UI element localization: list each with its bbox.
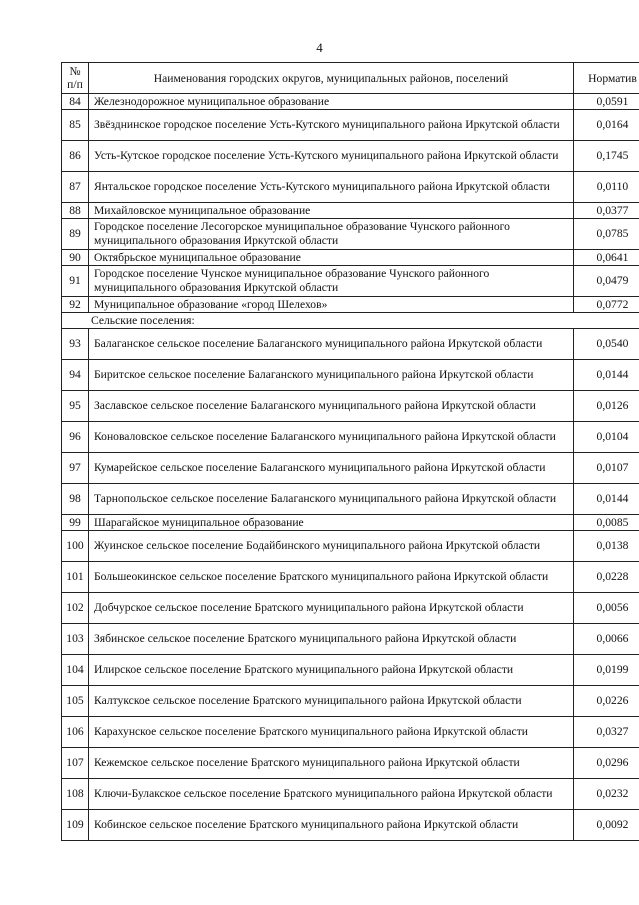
row-number: 98 [62,484,89,515]
row-norm: 0,0126 [574,391,639,422]
table-row [62,94,639,110]
row-name: Тарнопольское сельское поселение Балаганского муниципального района Иркутской области [89,484,574,515]
row-norm: 0,0377 [574,203,639,219]
table-row [62,250,639,266]
row-number: 101 [62,562,89,593]
table-row [62,453,639,484]
table-row [62,266,639,297]
row-name: Биритское сельское поселение Балаганского муниципального района Иркутской области [89,360,574,391]
row-number: 100 [62,531,89,562]
row-norm: 0,0785 [574,219,639,250]
row-norm: 0,0327 [574,717,639,748]
row-number: 108 [62,779,89,810]
table-row [62,717,639,748]
row-name: Кумарейское сельское поселение Балаганского муниципального района Иркутской области [89,453,574,484]
row-name: Большеокинское сельское поселение Братского муниципального района Иркутской области [89,562,574,593]
row-number: 96 [62,422,89,453]
table-row [62,779,639,810]
table-row [62,360,639,391]
row-norm: 0,0199 [574,655,639,686]
row-name: Балаганское сельское поселение Балаганского муниципального района Иркутской области [89,329,574,360]
row-number: 92 [62,297,89,313]
row-number: 84 [62,94,89,110]
row-name: Ключи-Булакское сельское поселение Братского муниципального района Иркутской области [89,779,574,810]
row-name: Коноваловское сельское поселение Балаганского муниципального района Иркутской области [89,422,574,453]
row-name: Михайловское муниципальное образование [89,203,574,219]
table-row [62,562,639,593]
header-num: № п/п [62,63,89,94]
table-body-rural [62,329,639,841]
row-number: 99 [62,515,89,531]
row-name: Добчурское сельское поселение Братского муниципального района Иркутской области [89,593,574,624]
row-number: 104 [62,655,89,686]
section-label: Сельские поселения: [62,313,639,329]
table-row [62,391,639,422]
row-norm: 0,0085 [574,515,639,531]
row-name: Кежемское сельское поселение Братского муниципального района Иркутской области [89,748,574,779]
row-norm: 0,0232 [574,779,639,810]
row-number: 94 [62,360,89,391]
table-row [62,172,639,203]
row-norm: 0,1745 [574,141,639,172]
row-name: Звёзднинское городское поселение Усть-Кутского муниципального района Иркутской области [89,110,574,141]
row-name: Янтальское городское поселение Усть-Кутского муниципального района Иркутской области [89,172,574,203]
row-name: Кобинское сельское поселение Братского муниципального района Иркутской области [89,810,574,841]
table-row [62,297,639,313]
row-norm: 0,0591 [574,94,639,110]
row-number: 105 [62,686,89,717]
table-row [62,515,639,531]
row-name: Городское поселение Лесогорское муниципальное образование Чунского районного муниципального образования Иркутской области [89,219,574,250]
table-row [62,484,639,515]
header-name: Наименования городских округов, муниципальных районов, поселений [89,63,574,94]
table-row [62,624,639,655]
table-row [62,219,639,250]
header-norm: Норматив [574,63,639,94]
table-row [62,531,639,562]
row-name: Октябрьское муниципальное образование [89,250,574,266]
table-row [62,686,639,717]
row-name: Карахунское сельское поселение Братского муниципального района Иркутской области [89,717,574,748]
row-norm: 0,0104 [574,422,639,453]
row-norm: 0,0479 [574,266,639,297]
table-body-urban [62,94,639,313]
table-row [62,748,639,779]
row-number: 85 [62,110,89,141]
table-row [62,203,639,219]
row-number: 91 [62,266,89,297]
page-number: 4 [316,40,323,55]
row-name: Шарагайское муниципальное образование [89,515,574,531]
row-norm: 0,0056 [574,593,639,624]
row-number: 93 [62,329,89,360]
row-number: 103 [62,624,89,655]
row-name: Усть-Кутское городское поселение Усть-Кутского муниципального района Иркутской области [89,141,574,172]
row-norm: 0,0092 [574,810,639,841]
row-norm: 0,0138 [574,531,639,562]
row-norm: 0,0540 [574,329,639,360]
table-row [62,141,639,172]
table-row [62,110,639,141]
row-norm: 0,0107 [574,453,639,484]
row-norm: 0,0296 [574,748,639,779]
row-norm: 0,0144 [574,360,639,391]
row-number: 107 [62,748,89,779]
row-number: 89 [62,219,89,250]
table-section [62,313,639,329]
table-row [62,422,639,453]
row-number: 88 [62,203,89,219]
row-name: Илирское сельское поселение Братского муниципального района Иркутской области [89,655,574,686]
row-name: Заславское сельское поселение Балаганского муниципального района Иркутской области [89,391,574,422]
row-norm: 0,0164 [574,110,639,141]
normative-table [61,62,639,841]
row-norm: 0,0226 [574,686,639,717]
row-number: 86 [62,141,89,172]
table-row [62,655,639,686]
row-number: 87 [62,172,89,203]
table-row [62,329,639,360]
row-number: 102 [62,593,89,624]
table-row [62,810,639,841]
section-row [62,313,639,329]
row-name: Жуинское сельское поселение Бодайбинского муниципального района Иркутской области [89,531,574,562]
row-norm: 0,0066 [574,624,639,655]
row-number: 90 [62,250,89,266]
table-header-row [62,63,639,94]
row-name: Городское поселение Чунское муниципальное образование Чунского районного муниципального образования Иркутской области [89,266,574,297]
row-norm: 0,0228 [574,562,639,593]
row-norm: 0,0144 [574,484,639,515]
table-row [62,593,639,624]
row-number: 97 [62,453,89,484]
row-number: 109 [62,810,89,841]
row-number: 95 [62,391,89,422]
row-name: Калтукское сельское поселение Братского муниципального района Иркутской области [89,686,574,717]
row-number: 106 [62,717,89,748]
row-norm: 0,0641 [574,250,639,266]
row-name: Зябинское сельское поселение Братского муниципального района Иркутской области [89,624,574,655]
row-norm: 0,0110 [574,172,639,203]
row-norm: 0,0772 [574,297,639,313]
row-name: Муниципальное образование «город Шелехов» [89,297,574,313]
row-name: Железнодорожное муниципальное образование [89,94,574,110]
